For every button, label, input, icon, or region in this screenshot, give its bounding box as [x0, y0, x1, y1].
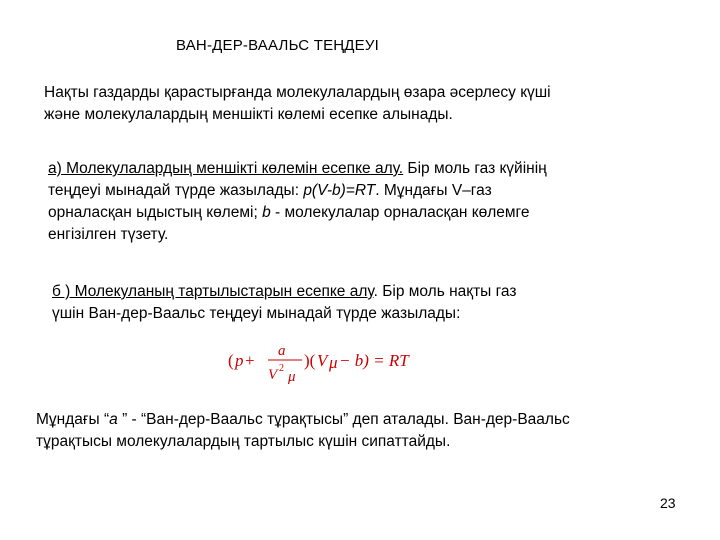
section-b-line-1 — [52, 281, 692, 303]
section-a-heading: а) Молекулалардың меншікті көлемін есепке алу. — [48, 160, 404, 177]
conclusion-line-2: тұрақтысы молекулалардың тартылыс күшін сипаттайды. — [36, 433, 451, 450]
section-a-text-2: теңдеуі мынадай түрде жазылады: — [48, 182, 304, 199]
section-b-heading: б ) Молекуланың тартылыстарын есепке алу — [52, 283, 374, 300]
section-a-text-1: Бір моль газ күйінің — [403, 160, 547, 177]
section-a-line-3-text: орналасқан ыдыстың көлемі; — [48, 204, 263, 221]
section-a-b-symbol: b — [262, 204, 271, 221]
page-number: 23 — [660, 495, 676, 511]
intro-line-2: және молекулалардың меншікті көлемі есепке алынады. — [44, 106, 453, 123]
conclusion-text-1: Мұндағы “ — [36, 411, 110, 428]
formula-p: p — [235, 351, 244, 370]
section-a-line-4: енгізілген түзету. — [48, 226, 169, 243]
formula-plus: + — [245, 351, 255, 370]
section-a-text-3: . Мұндағы V–газ — [375, 182, 492, 199]
van-der-waals-formula — [226, 338, 426, 386]
section-b-text-1: . Бір моль нақты газ — [373, 283, 517, 300]
conclusion-text-2: ” - “Ван-дер-Ваальс тұрақтысы” деп аталады. Ван-дер-Ваальс — [117, 411, 570, 428]
section-b-paragraph — [52, 281, 692, 325]
section-a-line-1 — [48, 158, 688, 180]
formula-numerator: a — [278, 343, 286, 359]
formula-denominator-exp: 2 — [279, 363, 284, 374]
formula-open-paren: ( — [228, 351, 234, 370]
section-b-line-2: үшін Ван-дер-Ваальс теңдеуі мынадай түрде жазылады: — [52, 305, 461, 322]
conclusion-paragraph — [36, 409, 701, 453]
formula-mid-parens: )( — [304, 351, 316, 370]
section-a-equation: p(V-b)=RT — [303, 182, 376, 199]
intro-paragraph — [44, 82, 684, 126]
conclusion-line-1 — [36, 409, 701, 431]
formula-v: V — [317, 351, 328, 370]
formula-denominator-v: V — [268, 367, 278, 383]
formula-denominator-mu: μ — [288, 369, 296, 385]
formula-mu: μ — [329, 353, 338, 372]
conclusion-a-symbol: a — [109, 411, 118, 428]
section-a-paragraph — [48, 158, 688, 246]
slide-title: ВАН-ДЕР-ВААЛЬС ТЕҢДЕУІ — [176, 37, 379, 54]
section-a-text-4: - молекулалар орналасқан көлемге — [270, 204, 530, 221]
section-a-line-3 — [48, 202, 688, 224]
formula-minus-b-rt: − b) = RT — [339, 351, 409, 370]
section-a-line-2 — [48, 180, 688, 202]
intro-line-1: Нақты газдарды қарастырғанда молекулалардың өзара әсерлесу күші — [44, 84, 551, 101]
